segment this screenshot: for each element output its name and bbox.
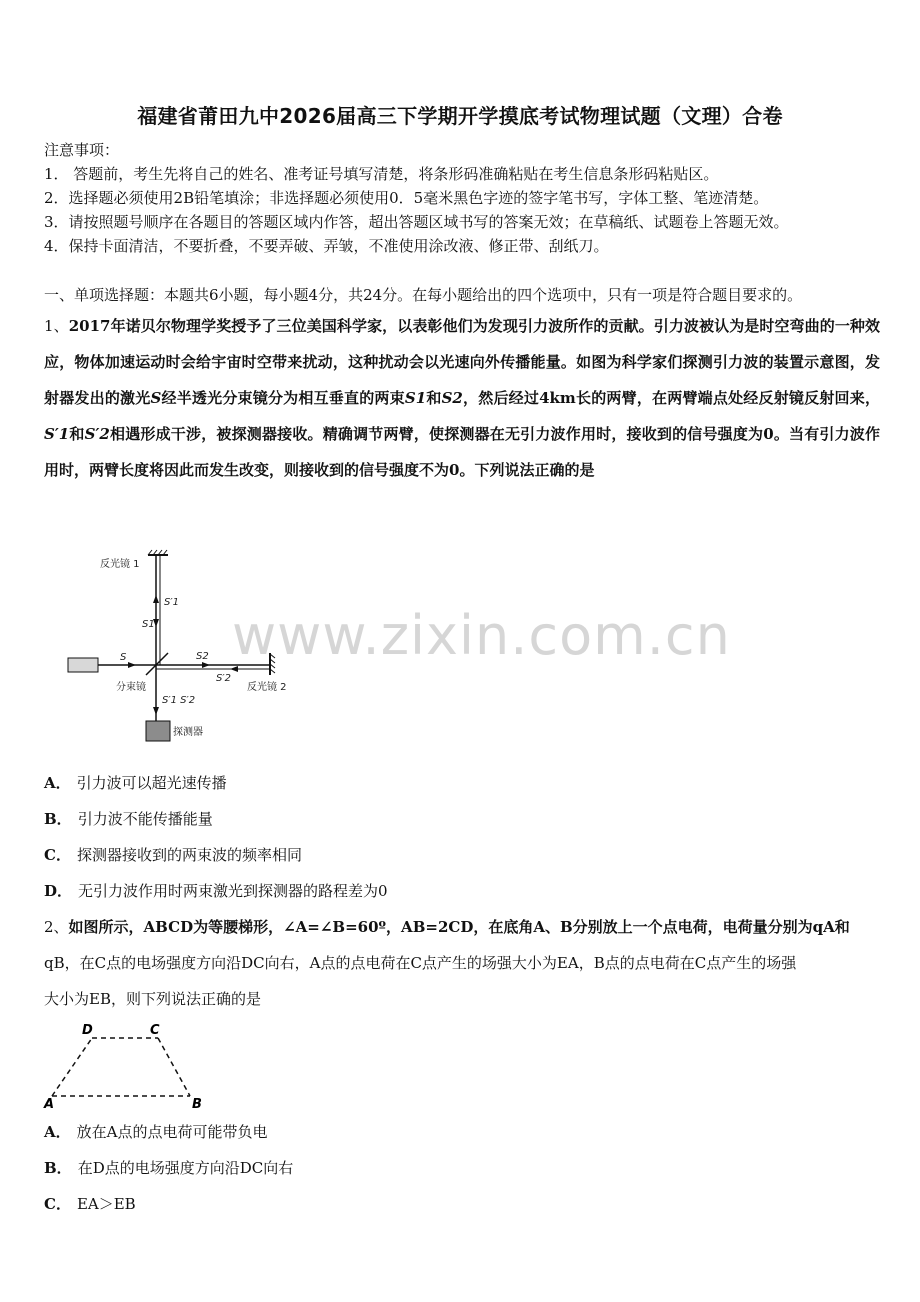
notice-item: 2．选择题必须使用2B铅笔填涂；非选择题必须使用0．5毫米黑色字迹的签字笔书写，字体工整、笔迹清楚。 — [44, 189, 769, 207]
notice-item: 3．请按照题号顺序在各题目的答题区域内作答，超出答题区域书写的答案无效；在草稿纸、试题卷上答题无效。 — [44, 213, 789, 231]
vertex-a-label: A — [44, 1097, 55, 1112]
q1-option-d: D． 无引力波作用时两束激光到探测器的路程差为0 — [44, 882, 388, 900]
question-2-stem-line-2: qB，在C点的电场强度方向沿DC向右，A点的点电荷在C点产生的场强大小为EA，B点的点电荷在C点产生的场强 — [44, 954, 797, 972]
symbol-s2-prime: S′2 — [84, 425, 110, 443]
vertex-b-label: B — [192, 1097, 202, 1112]
s1-label: S1 — [142, 619, 155, 630]
symbol-s1: S1 — [404, 389, 427, 407]
s2-prime-label: S′2 — [216, 673, 231, 684]
question-1-stem — [44, 308, 880, 488]
notice-item: 1． 答题前，考生先将自己的姓名、准考证号填写清楚，将条形码准确粘贴在考生信息条形码粘贴区。 — [44, 165, 719, 183]
page-title: 福建省莆田九中2026届高三下学期开学摸底考试物理试题（文理）合卷 — [137, 104, 783, 128]
symbol-s2: S2 — [441, 389, 463, 407]
return-beams-label: S′1 S′2 — [162, 695, 196, 706]
section-heading: 一、单项选择题：本题共6小题，每小题4分，共24分。在每小题给出的四个选项中，只有一项是符合题目要求的。 — [44, 286, 803, 304]
mirror-1-label: 反光镜 1 — [100, 559, 140, 570]
watermark: www.zixin.com.cn — [232, 604, 731, 667]
stem-text: 相遇形成干涉，被探测器接收。精确调节两臂，使探测器在无引力波作用时，接收到的信号强度为0。当有引力波作用时，两臂长度将因此而发生改变，则接收到的信号强度不为0。下列说法正确的是 — [44, 425, 880, 479]
notice-item: 4．保持卡面清洁，不要折叠，不要弄破、弄皱，不准使用涂改液、修正带、刮纸刀。 — [44, 237, 609, 255]
s-label: S — [120, 652, 127, 663]
question-2-stem-line-1: 2、如图所示，ABCD为等腰梯形，∠A=∠B=60º，AB=2CD，在底角A、B分别放上一个点电荷，电荷量分别为qA和 — [44, 918, 850, 936]
stem-text: 经半透光分束镜分为相互垂直的两束 — [161, 389, 405, 407]
q2-option-b: B． 在D点的电场强度方向沿DC向右 — [44, 1159, 294, 1177]
question-2-stem-line-3: 大小为EB，则下列说法正确的是 — [44, 990, 261, 1008]
splitter-label: 分束镜 — [116, 682, 146, 693]
stem-text: ，然后经过4km长的两臂，在两臂端点处经反射镜反射回来， — [462, 389, 880, 407]
q1-option-b: B． 引力波不能传播能量 — [44, 810, 213, 828]
detector-label: 探测器 — [173, 727, 203, 738]
q1-option-a: A． 引力波可以超光速传播 — [44, 774, 227, 792]
mirror-2-label: 反光镜 2 — [247, 682, 287, 693]
question-number: 2、 — [44, 918, 69, 936]
s1-prime-label: S′1 — [164, 597, 179, 608]
s2-label: S2 — [196, 651, 209, 662]
stem-text: 和 — [69, 425, 85, 443]
stem-text: 和 — [426, 389, 442, 407]
q2-option-c: C． EA＞EB — [44, 1195, 136, 1213]
q1-option-c: C． 探测器接收到的两束波的频率相同 — [44, 846, 302, 864]
stem-text: 2017年诺贝尔物理学奖授予了三位美国科学家，以表彰他们为发现引力波所作的贡献。引力波被认为是时空弯曲的一种效应，物体加速运动时会给宇宙时空带来扰动，这种扰动会以光速向外传播能量。如图为科学家们探测引力波的装置示意图，发射器发出的激光 — [44, 317, 880, 407]
notice-heading: 注意事项： — [44, 141, 120, 159]
symbol-s: S — [150, 389, 162, 407]
question-number: 1、 — [44, 317, 69, 335]
symbol-s1-prime: S′1 — [44, 425, 70, 443]
vertex-d-label: D — [82, 1023, 93, 1038]
trapezoid-diagram — [40, 1020, 220, 1112]
vertex-c-label: C — [150, 1023, 160, 1038]
q2-option-a: A． 放在A点的点电荷可能带负电 — [44, 1123, 268, 1141]
